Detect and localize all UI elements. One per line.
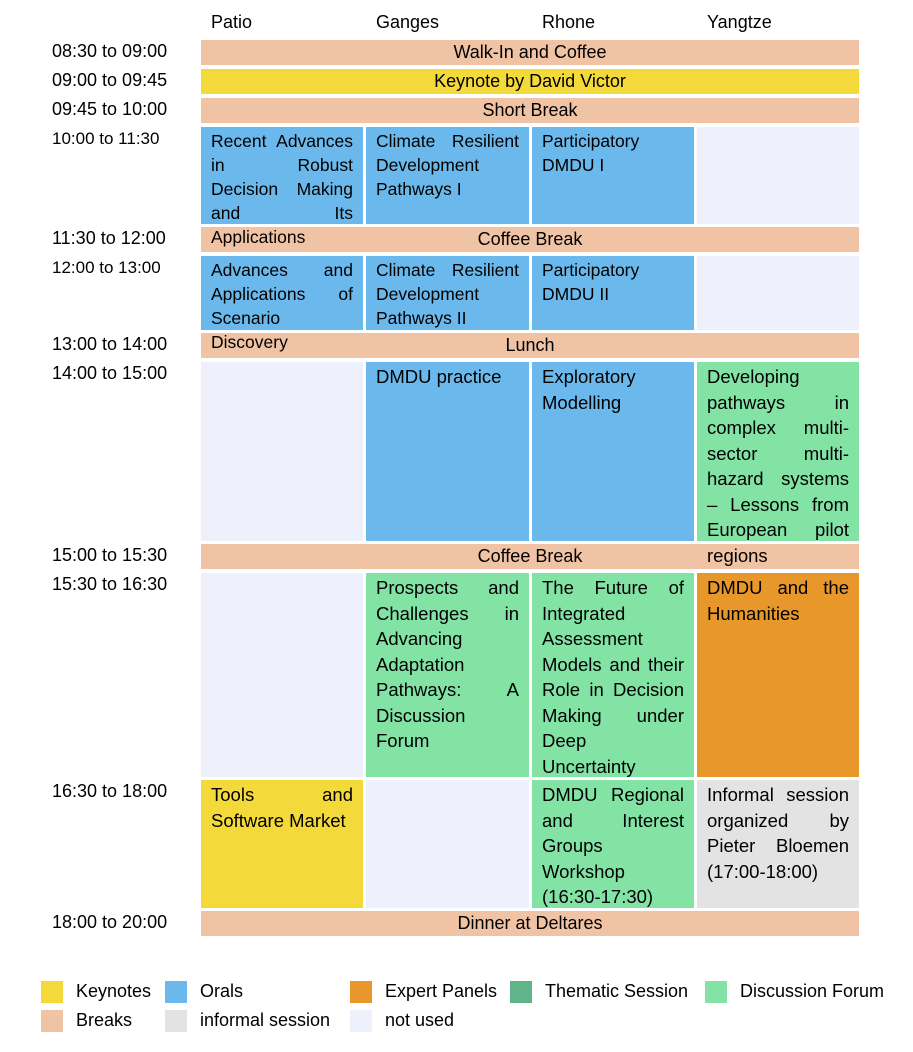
- band-coffee-break: Coffee Break: [201, 227, 859, 252]
- legend-label-keynotes: Keynotes: [76, 981, 152, 1001]
- time-label: 16:30 to 18:00: [52, 781, 168, 801]
- legend-label-breaks: Breaks: [76, 1010, 133, 1030]
- time-label: 09:45 to 10:00: [52, 99, 168, 119]
- empty-slot: [697, 127, 859, 224]
- header-yangtze: Yangtze: [707, 12, 772, 32]
- band-coffee-break: Coffee Break: [201, 544, 859, 569]
- session-oral: Participatory DMDU I: [532, 127, 694, 224]
- legend-swatch-informal-session: [165, 1010, 187, 1032]
- session-oral: Recent Advances in Robust Decision Making and Its Applications: [201, 127, 363, 224]
- legend-label-informal-session: informal session: [200, 1010, 331, 1030]
- session-discussion-forum: The Future of Integrated Assessment Models and their Role in Decision Making under Deep Uncertainty: [532, 573, 694, 777]
- legend-label-thematic-session: Thematic Session: [545, 981, 689, 1001]
- time-label: 10:00 to 11:30: [52, 129, 160, 148]
- session-oral: Climate Resilient Development Pathways II: [366, 256, 529, 330]
- legend-swatch-discussion-forum: [705, 981, 727, 1003]
- legend-label-expert-panels: Expert Panels: [385, 981, 498, 1001]
- band-dinner: Dinner at Deltares: [201, 911, 859, 936]
- session-oral: Participatory DMDU II: [532, 256, 694, 330]
- session-oral: Exploratory Modelling: [532, 362, 694, 541]
- session-expert-panel: DMDU and the Humanities: [697, 573, 859, 777]
- time-label: 11:30 to 12:00: [52, 228, 166, 248]
- empty-slot: [201, 573, 363, 777]
- session-oral: Advances and Applications of Scenario Discovery: [201, 256, 363, 330]
- band-lunch: Lunch: [201, 333, 859, 358]
- legend-swatch-keynotes: [41, 981, 63, 1003]
- time-label: 15:00 to 15:30: [52, 545, 168, 565]
- session-discussion-forum: Developing pathways in complex multi-sector multi-hazard systems – Lessons from European pilot regions: [697, 362, 859, 541]
- session-oral: Climate Resilient Development Pathways I: [366, 127, 529, 224]
- session-informal: Informal session organized by Pieter Bloemen (17:00-18:00): [697, 780, 859, 908]
- time-label: 18:00 to 20:00: [52, 912, 168, 932]
- session-discussion-forum: Prospects and Challenges in Advancing Adaptation Pathways: A Discussion Forum: [366, 573, 529, 777]
- session-discussion-forum: DMDU Regional and Interest Groups Workshop (16:30-17:30): [532, 780, 694, 908]
- header-ganges: Ganges: [376, 12, 440, 32]
- session-keynote: Tools and Software Market: [201, 780, 363, 908]
- session-oral: DMDU practice: [366, 362, 529, 541]
- legend-swatch-orals: [165, 981, 187, 1003]
- legend-label-discussion-forum: Discussion Forum: [740, 981, 885, 1001]
- legend-swatch-breaks: [41, 1010, 63, 1032]
- legend-swatch-not-used: [350, 1010, 372, 1032]
- time-label: 08:30 to 09:00: [52, 41, 168, 61]
- band-short-break: Short Break: [201, 98, 859, 123]
- time-label: 12:00 to 13:00: [52, 258, 161, 277]
- band-walk-in: Walk-In and Coffee: [201, 40, 859, 65]
- legend-swatch-expert-panels: [350, 981, 372, 1003]
- empty-slot: [201, 362, 363, 541]
- legend-label-orals: Orals: [200, 981, 244, 1001]
- time-label: 15:30 to 16:30: [52, 574, 168, 594]
- time-label: 14:00 to 15:00: [52, 363, 168, 383]
- time-label: 09:00 to 09:45: [52, 70, 168, 90]
- band-keynote: Keynote by David Victor: [201, 69, 859, 94]
- legend-label-not-used: not used: [385, 1010, 455, 1030]
- empty-slot: [697, 256, 859, 330]
- header-rhone: Rhone: [542, 12, 596, 32]
- header-patio: Patio: [211, 12, 253, 32]
- empty-slot: [366, 780, 529, 908]
- legend-swatch-thematic-session: [510, 981, 532, 1003]
- time-label: 13:00 to 14:00: [52, 334, 168, 354]
